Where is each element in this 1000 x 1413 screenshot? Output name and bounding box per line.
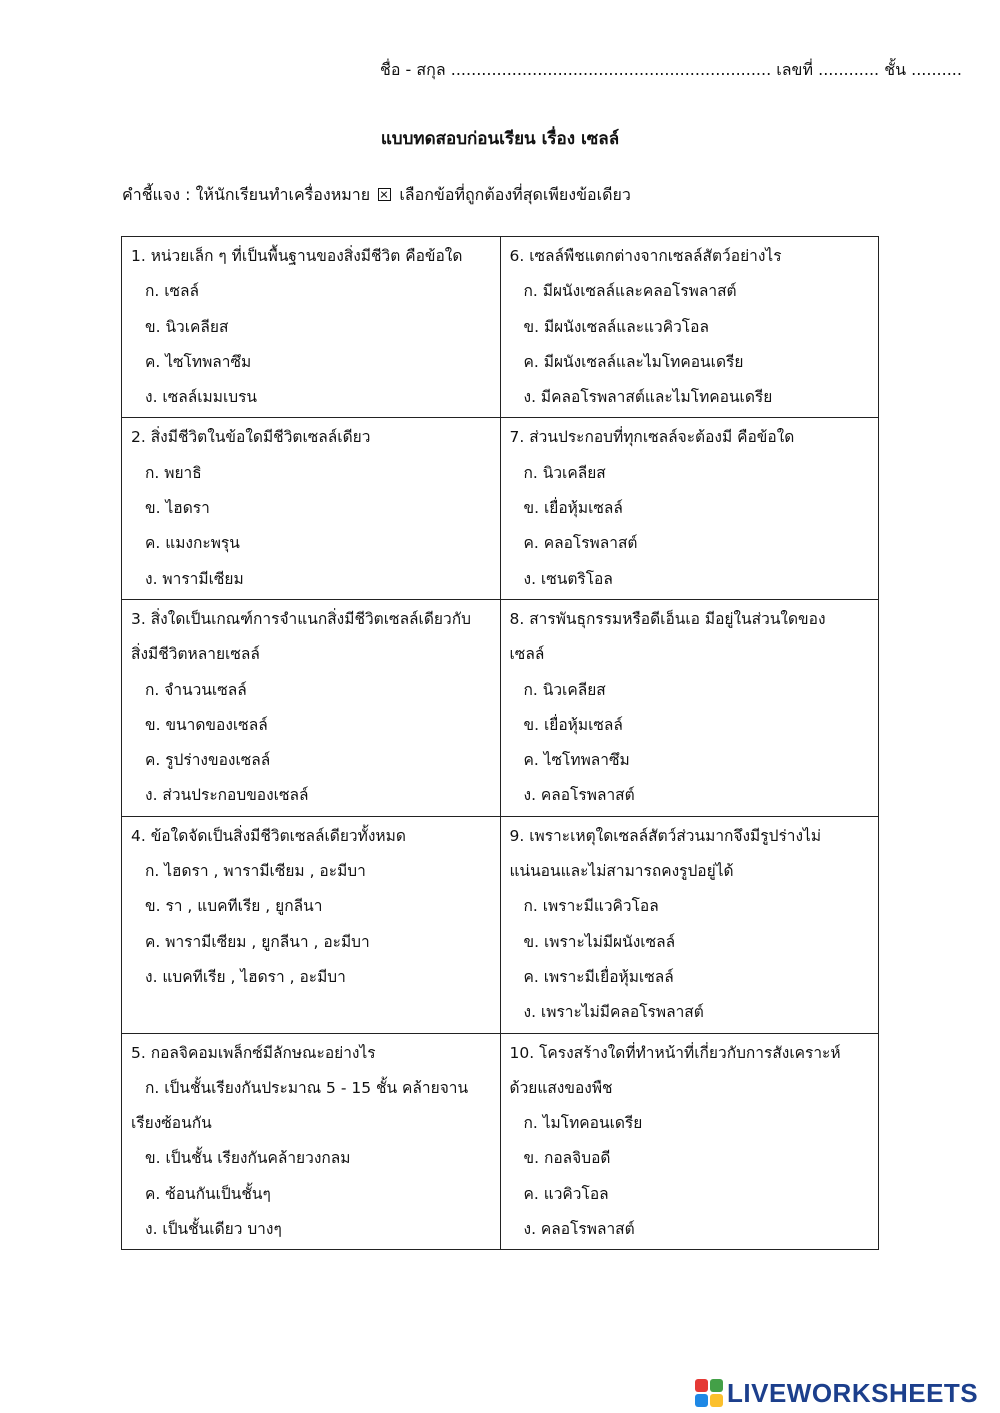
question-text: 2. สิ่งมีชีวิตในข้อใดมีชีวิตเซลล์เดียว	[131, 428, 371, 447]
table-row	[122, 237, 879, 418]
question-6	[500, 237, 879, 418]
option[interactable]: ค. รูปร่างของเซลล์	[145, 751, 271, 770]
question-3	[122, 599, 501, 816]
option[interactable]: ง. พารามีเซียม	[145, 569, 244, 588]
option[interactable]: ข. รา , แบคทีเรีย , ยูกลีนา	[145, 897, 323, 916]
option[interactable]: ค. ซ้อนกันเป็นชั้นๆ	[145, 1184, 271, 1203]
instructions-before: คำชี้แจง : ให้นักเรียนทำเครื่องหมาย	[122, 185, 371, 204]
option[interactable]: ค. คลอโรพลาสต์	[523, 534, 638, 553]
question-9	[500, 816, 879, 1033]
option[interactable]: ก. เซลล์	[145, 282, 200, 301]
question-2	[122, 418, 501, 599]
question-text-cont: แน่นอนและไม่สามารถคงรูปอยู่ได้	[509, 862, 734, 881]
option[interactable]: ค. แวคิวโอล	[523, 1184, 609, 1203]
option[interactable]: ก. เพราะมีแวคิวโอล	[523, 897, 659, 916]
icon-square	[710, 1379, 723, 1392]
checkbox-x-icon	[378, 188, 391, 201]
option[interactable]: ค. เพราะมีเยื่อหุ้มเซลล์	[523, 967, 674, 986]
table-row	[122, 599, 879, 816]
option[interactable]: ข. เพราะไม่มีผนังเซลล์	[523, 932, 676, 951]
instructions-after: เลือกข้อที่ถูกต้องที่สุดเพียงข้อเดียว	[399, 185, 631, 204]
option[interactable]: ข. มีผนังเซลล์และแวคิวโอล	[523, 317, 709, 336]
name-number-class-line: ชื่อ - สกุล ............................................................... เลขที่ ............ ชั้น ..........	[380, 60, 962, 79]
page-title: แบบทดสอบก่อนเรียน เรื่อง เซลล์	[380, 129, 620, 149]
question-text: 10. โครงสร้างใดที่ทำหน้าที่เกี่ยวกับการสังเคราะห์	[509, 1043, 841, 1062]
table-row	[122, 816, 879, 1033]
question-text: 5. กอลจิคอมเพล็กซ์มีลักษณะอย่างไร	[131, 1043, 376, 1062]
option[interactable]: ง. เซลล์เมมเบรน	[145, 388, 258, 407]
question-4	[122, 816, 501, 1033]
option[interactable]: ก. เป็นชั้นเรียงกันประมาณ 5 - 15 ชั้น คล้ายจาน	[145, 1078, 469, 1097]
option[interactable]: ข. ไฮดรา	[145, 499, 210, 518]
option[interactable]: ง. เพราะไม่มีคลอโรพลาสต์	[523, 1003, 704, 1022]
option[interactable]: ข. เยื่อหุ้มเซลล์	[523, 715, 623, 734]
icon-square	[695, 1379, 708, 1392]
option[interactable]: ค. ไซโทพลาซึม	[523, 751, 630, 770]
option[interactable]: ก. ไฮดรา , พารามีเซียม , อะมีบา	[145, 862, 366, 881]
icon-square	[695, 1394, 708, 1407]
question-8	[500, 599, 879, 816]
option[interactable]: ค. แมงกะพรุน	[145, 534, 240, 553]
liveworksheets-icon	[695, 1379, 723, 1407]
question-text: 4. ข้อใดจัดเป็นสิ่งมีชีวิตเซลล์เดียวทั้งหมด	[131, 826, 406, 845]
option[interactable]: ก. ไมโทคอนเดรีย	[523, 1114, 643, 1133]
option[interactable]: ง. คลอโรพลาสต์	[523, 1220, 635, 1239]
option[interactable]: ค. มีผนังเซลล์และไมโทคอนเดรีย	[523, 352, 744, 371]
icon-square	[710, 1394, 723, 1407]
option[interactable]: ข. เป็นชั้น เรียงกันคล้ายวงกลม	[145, 1149, 351, 1168]
option[interactable]: ก. มีผนังเซลล์และคลอโรพลาสต์	[523, 282, 737, 301]
option[interactable]: ง. เป็นชั้นเดียว บางๆ	[145, 1220, 282, 1239]
liveworksheets-logo	[695, 1378, 978, 1408]
quiz-table	[121, 236, 879, 1250]
question-1	[122, 237, 501, 418]
option[interactable]: ก. พยาธิ	[145, 463, 202, 482]
option-cont: เรียงซ้อนกัน	[131, 1114, 212, 1133]
option[interactable]: ค. ไซโทพลาซึม	[145, 352, 252, 371]
question-text: 8. สารพันธุกรรมหรือดีเอ็นเอ มีอยู่ในส่วนใดของ	[509, 609, 826, 628]
option[interactable]: ก. นิวเคลียส	[523, 680, 606, 699]
question-10	[500, 1033, 879, 1250]
option[interactable]: ง. เซนตริโอล	[523, 569, 613, 588]
option[interactable]: ข. นิวเคลียส	[145, 317, 229, 336]
question-text: 3. สิ่งใดเป็นเกณฑ์การจำแนกสิ่งมีชีวิตเซลล์เดียวกับ	[131, 609, 471, 628]
option[interactable]: ง. ส่วนประกอบของเซลล์	[145, 786, 309, 805]
option[interactable]: ค. พารามีเซียม , ยูกลีนา , อะมีบา	[145, 932, 370, 951]
question-5	[122, 1033, 501, 1250]
option[interactable]: ก. นิวเคลียส	[523, 463, 606, 482]
question-7	[500, 418, 879, 599]
question-text-cont: สิ่งมีชีวิตหลายเซลล์	[131, 645, 260, 664]
instructions	[122, 183, 882, 208]
option[interactable]: ข. ขนาดของเซลล์	[145, 715, 268, 734]
option[interactable]: ง. คลอโรพลาสต์	[523, 786, 635, 805]
question-text: 7. ส่วนประกอบที่ทุกเซลล์จะต้องมี คือข้อใด	[509, 428, 795, 447]
question-text-cont: เซลล์	[509, 645, 545, 664]
question-text: 9. เพราะเหตุใดเซลล์สัตว์ส่วนมากจึงมีรูปร่างไม่	[509, 826, 822, 845]
question-text: 6. เซลล์พืชแตกต่างจากเซลล์สัตว์อย่างไร	[509, 247, 782, 265]
table-row	[122, 1033, 879, 1250]
brand-text: LIVEWORKSHEETS	[727, 1377, 979, 1408]
option[interactable]: ก. จำนวนเซลล์	[145, 680, 247, 699]
question-text: 1. หน่วยเล็ก ๆ ที่เป็นพื้นฐานของสิ่งมีชีวิต คือข้อใด	[131, 247, 463, 265]
option[interactable]: ง. มีคลอโรพลาสต์และไมโทคอนเดรีย	[523, 388, 773, 407]
option[interactable]: ง. แบคทีเรีย , ไฮดรา , อะมีบา	[145, 967, 346, 986]
option[interactable]: ข. กอลจิบอดี	[523, 1149, 611, 1168]
question-text-cont: ด้วยแสงของพืช	[509, 1078, 613, 1097]
table-row	[122, 418, 879, 599]
option[interactable]: ข. เยื่อหุ้มเซลล์	[523, 499, 623, 518]
